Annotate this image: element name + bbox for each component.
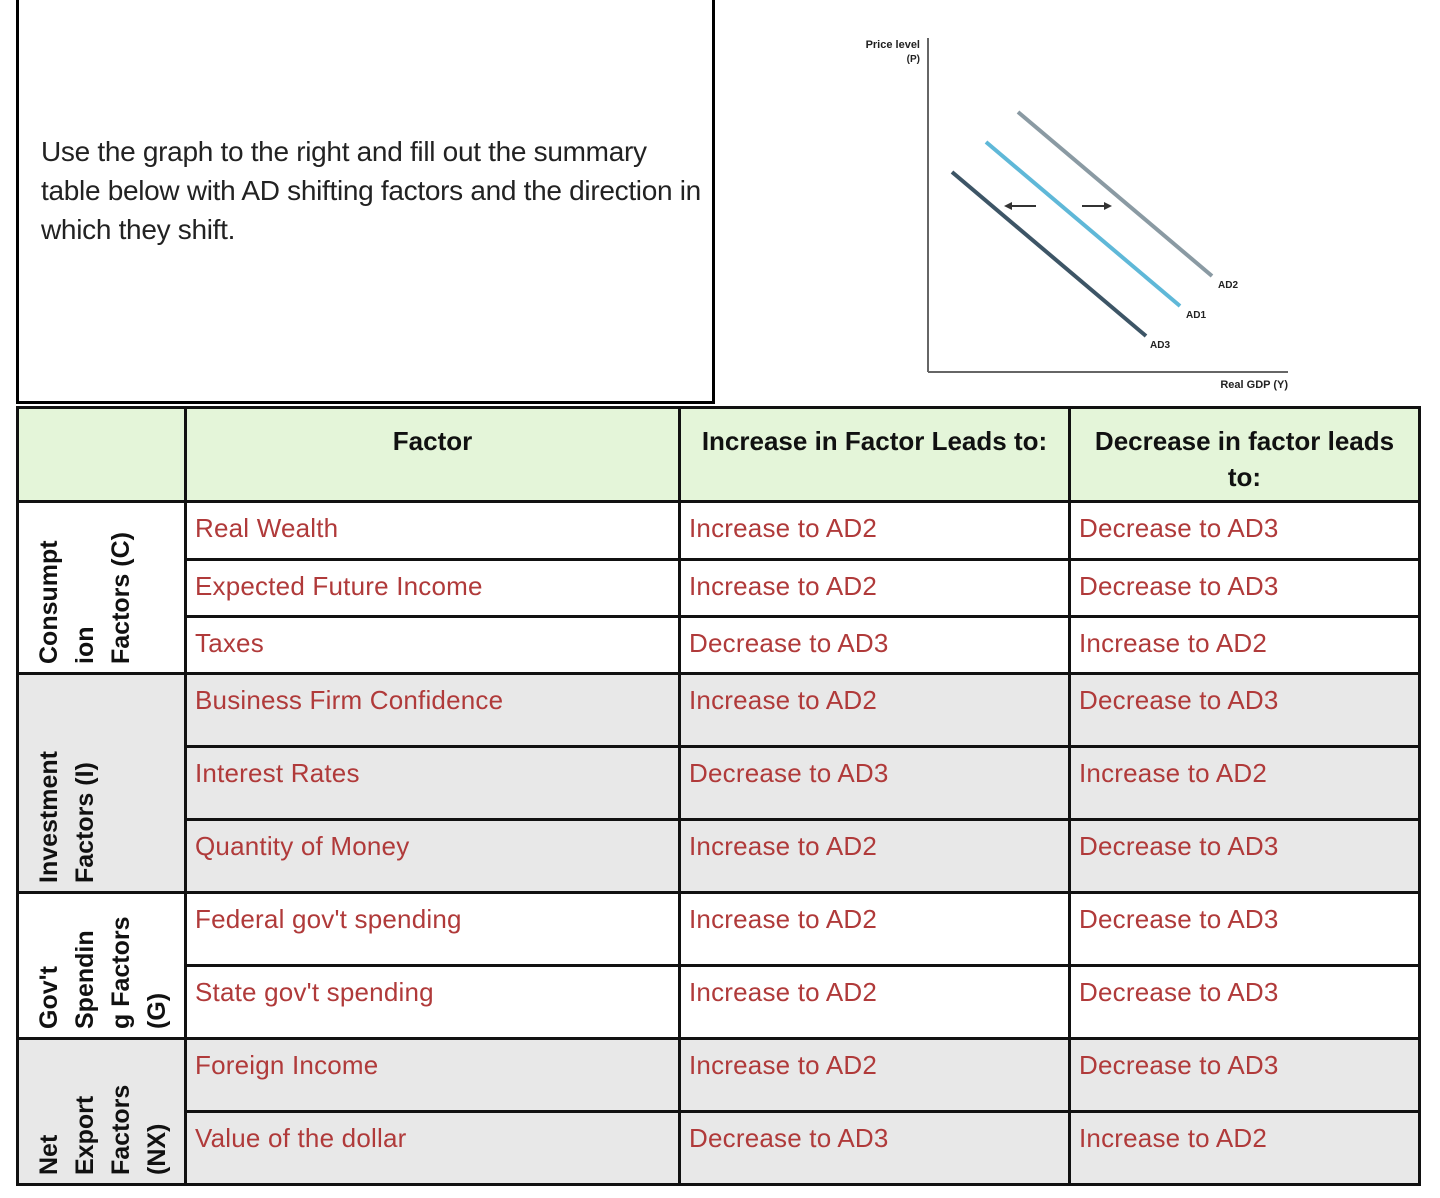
- shift-right-arrow: [1082, 202, 1112, 210]
- table-row: [18, 617, 1420, 674]
- decrease-cell: Increase to AD2: [1070, 617, 1420, 674]
- table-row: [18, 560, 1420, 617]
- increase-cell: Increase to AD2: [680, 502, 1070, 560]
- decrease-cell: Decrease to AD3: [1070, 820, 1420, 893]
- increase-cell: Increase to AD2: [680, 1039, 1070, 1112]
- ad3-label: AD3: [1150, 340, 1171, 351]
- category-label: Net Export Factors (NX): [35, 1084, 171, 1175]
- summary-table: [16, 406, 1421, 1186]
- header-category: [18, 408, 186, 502]
- decrease-cell: Decrease to AD3: [1070, 966, 1420, 1039]
- ad-shift-graph: [820, 30, 1300, 400]
- y-axis-label-line1: Price level: [865, 39, 920, 51]
- decrease-cell: Increase to AD2: [1070, 747, 1420, 820]
- factor-cell: Real Wealth: [186, 502, 680, 560]
- decrease-cell: Decrease to AD3: [1070, 674, 1420, 747]
- ad2-label: AD2: [1218, 280, 1239, 291]
- category-cell: [18, 1039, 186, 1185]
- header-factor: Factor: [186, 408, 680, 502]
- decrease-cell: Decrease to AD3: [1070, 893, 1420, 966]
- instruction-box: [16, 0, 715, 404]
- factor-cell: Expected Future Income: [186, 560, 680, 617]
- factor-cell: State gov't spending: [186, 966, 680, 1039]
- category-label: Investment Factors (I): [35, 751, 99, 883]
- factor-cell: Federal gov't spending: [186, 893, 680, 966]
- header-increase: Increase in Factor Leads to:: [680, 408, 1070, 502]
- factor-cell: Taxes: [186, 617, 680, 674]
- ad1-label: AD1: [1186, 310, 1207, 321]
- table-row: [18, 502, 1420, 560]
- table-row: [18, 893, 1420, 966]
- shift-left-arrow: [1004, 202, 1036, 210]
- increase-cell: Increase to AD2: [680, 966, 1070, 1039]
- instruction-text: Use the graph to the right and fill out the summary table below with AD shifting factors and the direction in which they shift.: [41, 136, 701, 245]
- decrease-cell: Decrease to AD3: [1070, 560, 1420, 617]
- increase-cell: Increase to AD2: [680, 820, 1070, 893]
- table-row: [18, 1112, 1420, 1185]
- factor-cell: Quantity of Money: [186, 820, 680, 893]
- category-cell: [18, 502, 186, 674]
- table-body: [18, 502, 1420, 1185]
- x-axis-label: Real GDP (Y): [1220, 379, 1288, 391]
- category-cell: [18, 674, 186, 893]
- table-row: [18, 966, 1420, 1039]
- increase-cell: Decrease to AD3: [680, 1112, 1070, 1185]
- table-row: [18, 820, 1420, 893]
- factor-cell: Business Firm Confidence: [186, 674, 680, 747]
- table-row: [18, 1039, 1420, 1112]
- decrease-cell: Decrease to AD3: [1070, 1039, 1420, 1112]
- decrease-cell: Decrease to AD3: [1070, 502, 1420, 560]
- increase-cell: Increase to AD2: [680, 893, 1070, 966]
- header-row: [18, 408, 1420, 502]
- category-label: Gov't Spendin g Factors (G): [35, 916, 171, 1029]
- factor-cell: Foreign Income: [186, 1039, 680, 1112]
- decrease-cell: Increase to AD2: [1070, 1112, 1420, 1185]
- increase-cell: Increase to AD2: [680, 674, 1070, 747]
- factor-cell: Interest Rates: [186, 747, 680, 820]
- increase-cell: Decrease to AD3: [680, 617, 1070, 674]
- factor-cell: Value of the dollar: [186, 1112, 680, 1185]
- header-decrease: Decrease in factor leads to:: [1070, 408, 1420, 502]
- increase-cell: Decrease to AD3: [680, 747, 1070, 820]
- table-row: [18, 674, 1420, 747]
- category-label: Consumpt ion Factors (C): [35, 532, 135, 664]
- y-axis-label-line2: (P): [906, 54, 920, 65]
- table-row: [18, 747, 1420, 820]
- increase-cell: Increase to AD2: [680, 560, 1070, 617]
- category-cell: [18, 893, 186, 1039]
